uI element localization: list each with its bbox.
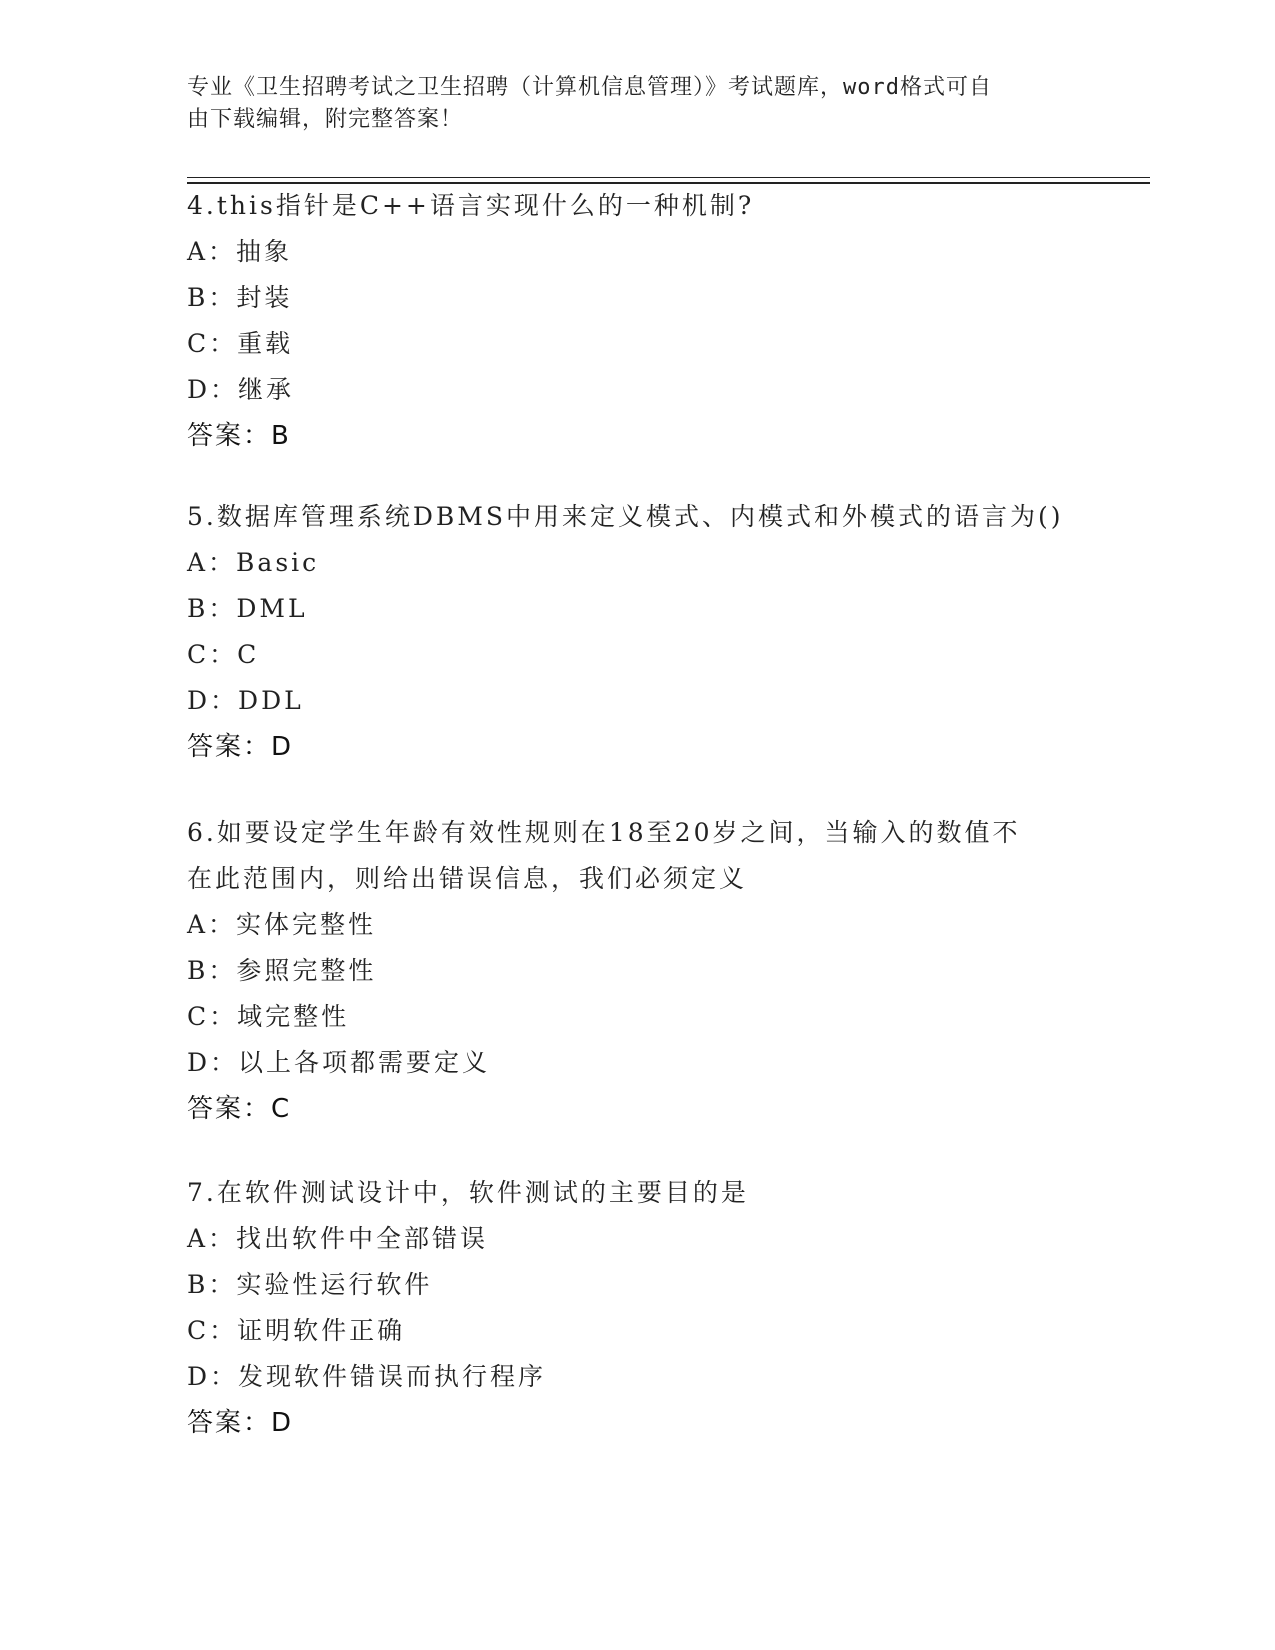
option-a: A：找出软件中全部错误 <box>187 1224 489 1253</box>
question-stem: 4.this指针是C++语言实现什么的一种机制? <box>187 191 755 220</box>
question-6 <box>187 810 1087 1132</box>
option-c: C：域完整性 <box>187 1002 350 1031</box>
question-7 <box>187 1170 1087 1446</box>
answer-line: 答案：D <box>187 732 294 762</box>
question-4 <box>187 183 1087 459</box>
document-header <box>187 72 1067 136</box>
option-a: A：抽象 <box>187 237 293 266</box>
answer-line: 答案：B <box>187 421 291 451</box>
question-stem: 5.数据库管理系统DBMS中用来定义模式、内模式和外模式的语言为() <box>187 502 1064 531</box>
header-line-1: 专业《卫生招聘考试之卫生招聘（计算机信息管理）》考试题库，word格式可自 <box>187 75 992 100</box>
question-5 <box>187 494 1087 770</box>
question-stem: 7.在软件测试设计中，软件测试的主要目的是 <box>187 1178 749 1207</box>
header-divider-thin <box>187 177 1150 178</box>
option-c: C：证明软件正确 <box>187 1316 406 1345</box>
option-b: B：参照完整性 <box>187 956 377 985</box>
answer-line: 答案：C <box>187 1094 292 1124</box>
option-a: A：Basic <box>187 548 320 577</box>
option-b: B：封装 <box>187 283 293 312</box>
option-b: B：DML <box>187 594 308 623</box>
option-d: D：以上各项都需要定义 <box>187 1048 491 1077</box>
option-d: D：发现软件错误而执行程序 <box>187 1362 547 1391</box>
option-d: D：继承 <box>187 375 295 404</box>
option-b: B：实验性运行软件 <box>187 1270 433 1299</box>
header-line-2: 由下载编辑，附完整答案！ <box>187 107 464 132</box>
answer-line: 答案：D <box>187 1408 294 1438</box>
question-stem: 6.如要设定学生年龄有效性规则在18至20岁之间，当输入的数值不在此范围内，则给出错误信息，我们必须定义 <box>187 818 1021 893</box>
option-c: C：重载 <box>187 329 294 358</box>
option-c: C：C <box>187 640 260 669</box>
option-d: D：DDL <box>187 686 304 715</box>
option-a: A：实体完整性 <box>187 910 377 939</box>
